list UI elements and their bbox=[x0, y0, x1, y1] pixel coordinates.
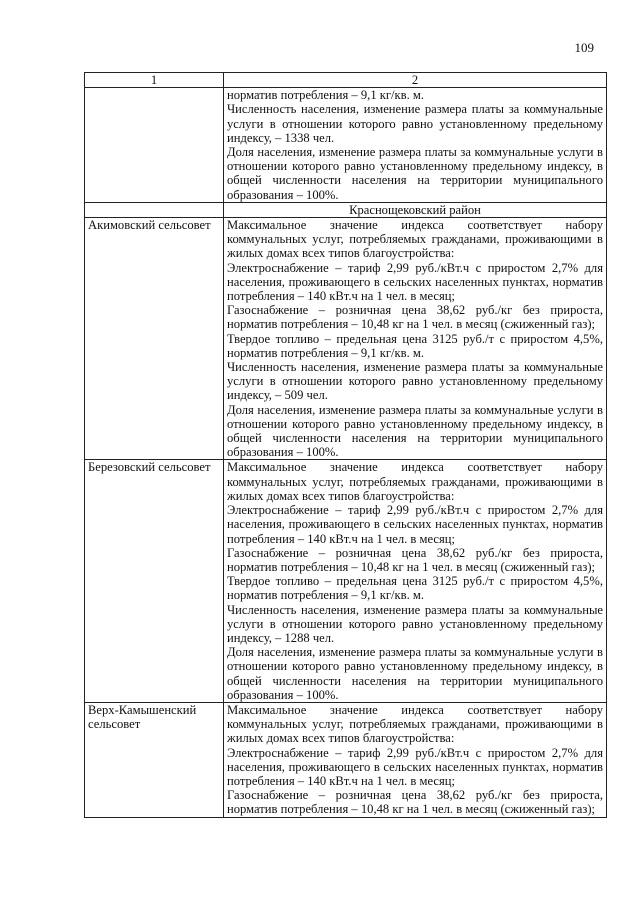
table-row bbox=[85, 218, 607, 460]
paragraph: Максимальное значение индекса соответствует набору коммунальных услуг, потребляемых гражданами, проживающими в жилых домах всех типов благоустройства: bbox=[227, 460, 603, 503]
municipality-description bbox=[224, 218, 607, 460]
paragraph: Газоснабжение – розничная цена 38,62 руб./кг без прироста, норматив потребления – 10,48 кг на 1 чел. в месяц (сжиженный газ); bbox=[227, 545, 603, 574]
region-row bbox=[85, 202, 607, 217]
municipality-description bbox=[224, 460, 607, 702]
continuation-name-cell bbox=[85, 88, 224, 203]
paragraph: Доля населения, изменение размера платы за коммунальные услуги в отношении которого равно установленному предельному индексу, в общей численности населения на территории муниципального образования – 100%. bbox=[227, 145, 603, 202]
region-empty-cell bbox=[85, 202, 224, 217]
paragraph: Максимальное значение индекса соответствует набору коммунальных услуг, потребляемых гражданами, проживающими в жилых домах всех типов благоустройства: bbox=[227, 702, 603, 746]
page-number: 109 bbox=[574, 40, 594, 55]
municipality-description bbox=[224, 702, 607, 817]
paragraph: Газоснабжение – розничная цена 38,62 руб./кг без прироста, норматив потребления – 10,48 кг на 1 чел. в месяц (сжиженный газ); bbox=[227, 788, 603, 817]
paragraph: Численность населения, изменение размера платы за коммунальные услуги в отношении которого равно установленному предельному индексу, – 1288 чел. bbox=[227, 602, 603, 645]
paragraph: Твердое топливо – предельная цена 3125 руб./т с приростом 4,5%, норматив потребления – 9,1 кг/кв. м. bbox=[227, 331, 603, 360]
paragraph: Доля населения, изменение размера платы за коммунальные услуги в отношении которого равно установленному предельному индексу, в общей численности населения на территории муниципального образования – 100%. bbox=[227, 402, 603, 460]
paragraph: Электроснабжение – тариф 2,99 руб./кВт.ч с приростом 2,7% для населения, проживающего в сельских населенных пунктах, норматив потребления – 140 кВт.ч на 1 чел. в месяц; bbox=[227, 503, 603, 546]
region-title: Краснощековский район bbox=[224, 202, 607, 217]
municipality-name: Березовский сельсовет bbox=[85, 460, 224, 702]
column-header-1: 1 bbox=[85, 73, 224, 88]
table-row bbox=[85, 460, 607, 702]
paragraph: норматив потребления – 9,1 кг/кв. м. bbox=[227, 88, 425, 103]
table-header-row bbox=[85, 73, 607, 88]
continuation-text-cell bbox=[224, 88, 607, 203]
continuation-row bbox=[85, 88, 607, 203]
paragraph: Электроснабжение – тариф 2,99 руб./кВт.ч с приростом 2,7% для населения, проживающего в сельских населенных пунктах, норматив потребления – 140 кВт.ч на 1 чел. в месяц; bbox=[227, 260, 603, 304]
paragraph: Максимальное значение индекса соответствует набору коммунальных услуг, потребляемых гражданами, проживающими в жилых домах всех типов благоустройства: bbox=[227, 218, 603, 261]
paragraph: Доля населения, изменение размера платы за коммунальные услуги в отношении которого равно установленному предельному индексу, в общей численности населения на территории муниципального образования – 100%. bbox=[227, 645, 603, 702]
paragraph: Численность населения, изменение размера платы за коммунальные услуги в отношении которого равно установленному предельному индексу, – 509 чел. bbox=[227, 360, 603, 403]
paragraph: Численность населения, изменение размера платы за коммунальные услуги в отношении которого равно установленному предельному индексу, – 1338 чел. bbox=[227, 102, 603, 145]
paragraph: Твердое топливо – предельная цена 3125 руб./т с приростом 4,5%, норматив потребления – 9,1 кг/кв. м. bbox=[227, 574, 603, 603]
tariff-table bbox=[84, 72, 607, 818]
municipality-name: Акимовский сельсовет bbox=[85, 218, 224, 460]
municipality-name: Верх-Камышенский сельсовет bbox=[85, 702, 224, 817]
table-row bbox=[85, 702, 607, 817]
column-header-2: 2 bbox=[224, 73, 607, 88]
paragraph: Газоснабжение – розничная цена 38,62 руб./кг без прироста, норматив потребления – 10,48 кг на 1 чел. в месяц (сжиженный газ); bbox=[227, 303, 603, 332]
paragraph: Электроснабжение – тариф 2,99 руб./кВт.ч с приростом 2,7% для населения, проживающего в сельских населенных пунктах, норматив потребления – 140 кВт.ч на 1 чел. в месяц; bbox=[227, 745, 603, 788]
